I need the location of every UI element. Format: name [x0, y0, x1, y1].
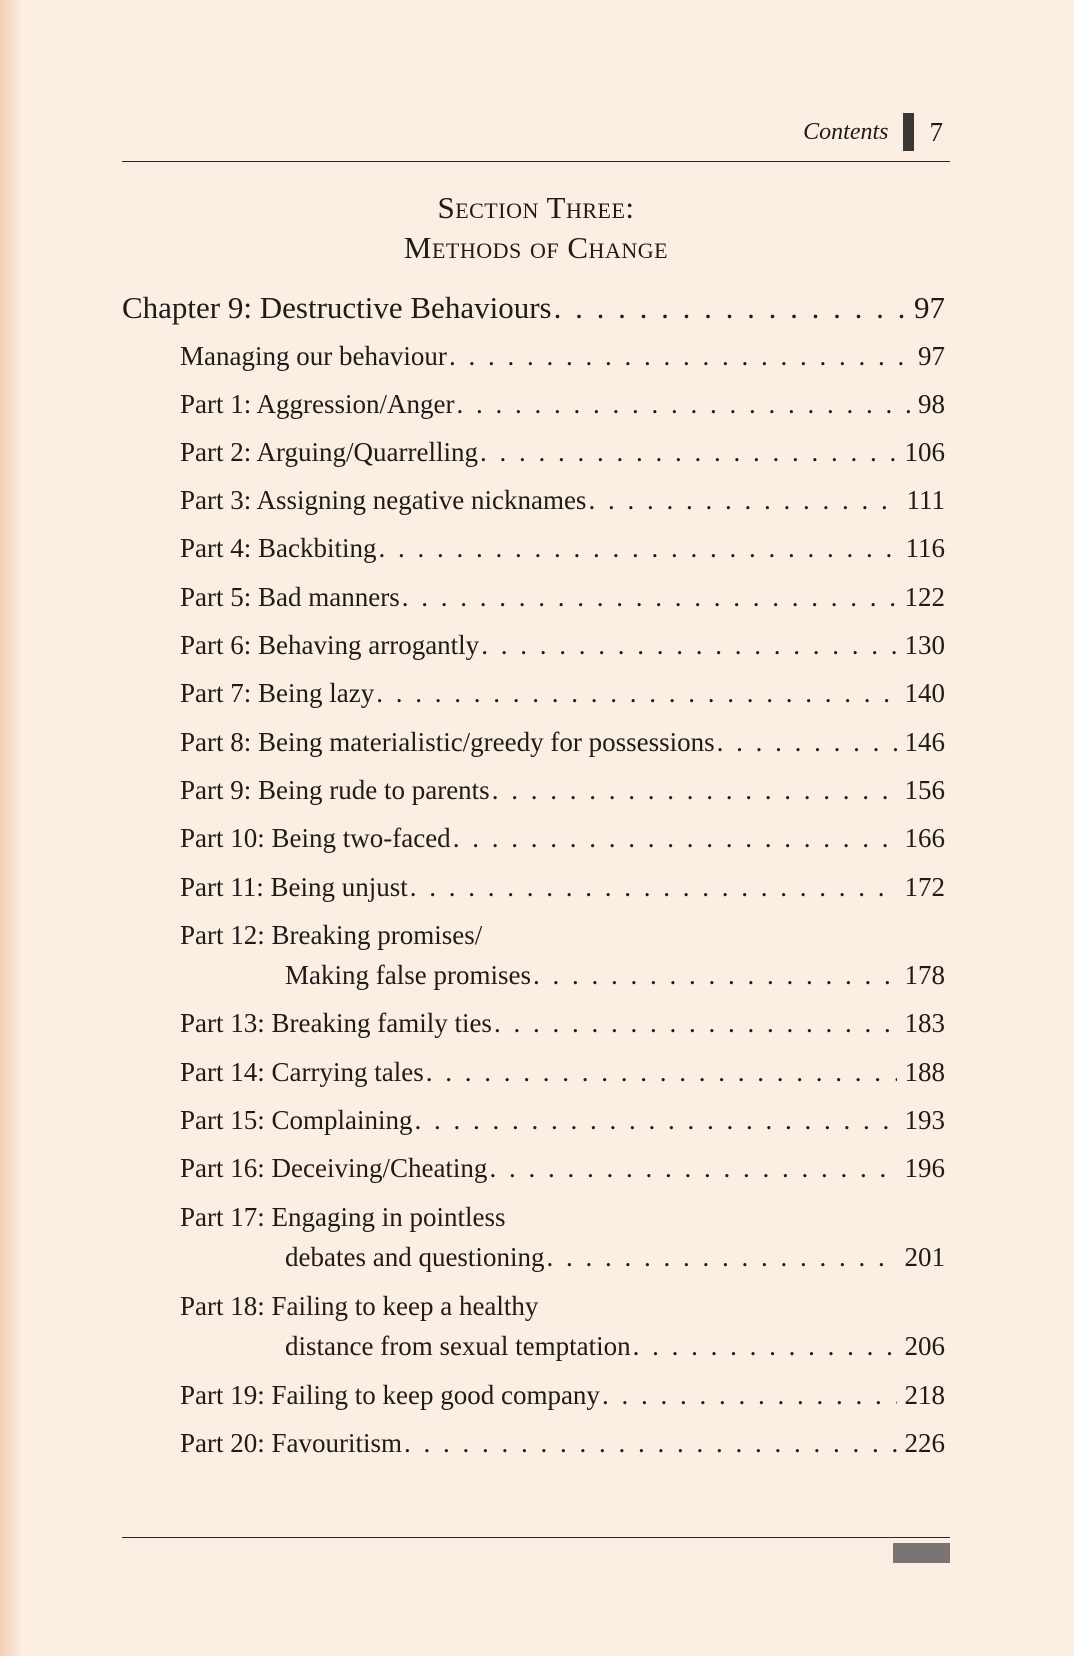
- toc-entry[interactable]: [180, 341, 945, 372]
- toc-entry[interactable]: [180, 872, 945, 903]
- toc-entry-first-line[interactable]: Part 17: Engaging in pointless: [180, 1202, 506, 1232]
- toc-entry-label: Part 1: Aggression/Anger: [180, 389, 455, 419]
- toc-entry-label: distance from sexual temptation: [285, 1331, 631, 1361]
- toc-entry[interactable]: [180, 727, 945, 758]
- toc-entry-label: Part 7: Being lazy: [180, 678, 375, 708]
- dot-leader: [546, 1242, 896, 1273]
- dot-leader: [633, 1331, 897, 1362]
- dot-leader: [456, 389, 910, 420]
- dot-leader: [489, 1153, 896, 1184]
- toc-entry-label: Part 5: Bad manners: [180, 582, 400, 612]
- toc-entry-page: 122: [904, 582, 945, 612]
- running-head-bar: [903, 113, 914, 151]
- toc-entry-label: Part 6: Behaving arrogantly: [180, 630, 480, 660]
- dot-leader: [378, 533, 897, 564]
- toc-entry-label: Part 15: Complaining: [180, 1105, 413, 1135]
- toc-entry-label: Part 8: Being materialistic/greedy for possessions: [180, 727, 715, 757]
- toc-entry-page: 111: [906, 485, 945, 515]
- dot-leader: [602, 1380, 897, 1411]
- footer-tab-mark: [893, 1543, 950, 1563]
- section-heading: [122, 188, 950, 268]
- page-edge: [0, 0, 22, 1656]
- toc-entry-label: Part 20: Favouritism: [180, 1428, 402, 1458]
- toc-entry-label: Part 2: Arguing/Quarrelling: [180, 437, 478, 467]
- toc-chapter-label: Chapter 9: Destructive Behaviours: [122, 290, 552, 325]
- toc-entry-page: 226: [904, 1428, 945, 1458]
- running-head: [803, 112, 943, 152]
- toc-entry-page: 201: [904, 1242, 945, 1272]
- dot-leader: [415, 1105, 897, 1136]
- toc-entry-page: 106: [904, 437, 945, 467]
- toc-entry-first-line[interactable]: Part 12: Breaking promises/: [180, 920, 483, 950]
- toc-entry-label: Part 4: Backbiting: [180, 533, 377, 563]
- toc-entry-page: 140: [904, 678, 945, 708]
- dot-leader: [717, 727, 897, 758]
- toc-entry-label: Part 11: Being unjust: [180, 872, 408, 902]
- dot-leader: [402, 582, 897, 613]
- dot-leader: [481, 630, 896, 661]
- footer-rule: [122, 1537, 950, 1538]
- toc-entry[interactable]: [180, 485, 945, 516]
- toc-entry[interactable]: [180, 533, 945, 564]
- dot-leader: [554, 290, 906, 326]
- toc-entry[interactable]: [180, 1105, 945, 1136]
- toc-entry[interactable]: [180, 1153, 945, 1184]
- toc-entry-page: 183: [904, 1008, 945, 1038]
- toc-entry-page: 97: [918, 341, 945, 371]
- toc-entry-page: 146: [904, 727, 945, 757]
- toc-entry-page: 166: [904, 823, 945, 853]
- toc-entry[interactable]: [180, 678, 945, 709]
- toc-entry-label: Making false promises: [285, 960, 531, 990]
- toc-entry[interactable]: [180, 823, 945, 854]
- dot-leader: [480, 437, 897, 468]
- toc-entry[interactable]: [180, 1008, 945, 1039]
- dot-leader: [449, 341, 910, 372]
- toc-entry-first-line[interactable]: Part 18: Failing to keep a healthy: [180, 1291, 539, 1321]
- page-number: 7: [929, 116, 943, 147]
- toc-chapter-page: 97: [914, 290, 945, 325]
- toc-entry[interactable]: [180, 1057, 945, 1088]
- dot-leader: [404, 1428, 897, 1459]
- dot-leader: [426, 1057, 897, 1088]
- toc-entry-page: 193: [904, 1105, 945, 1135]
- toc-entry-page: 156: [904, 775, 945, 805]
- toc-entry[interactable]: [180, 437, 945, 468]
- toc-entry-page: 178: [904, 960, 945, 990]
- running-head-title: Contents: [803, 118, 889, 145]
- toc-entry-page: 218: [904, 1380, 945, 1410]
- header-rule: [122, 161, 950, 162]
- section-heading-line1: Section Three:: [437, 190, 635, 225]
- toc-entry-page: 206: [904, 1331, 945, 1361]
- dot-leader: [492, 775, 897, 806]
- toc-entry-label: Part 9: Being rude to parents: [180, 775, 490, 805]
- toc-entry[interactable]: [285, 1242, 945, 1273]
- toc-entry-label: Part 3: Assigning negative nicknames: [180, 485, 587, 515]
- toc-entry-label: Managing our behaviour: [180, 341, 447, 371]
- dot-leader: [588, 485, 898, 516]
- dot-leader: [410, 872, 897, 903]
- toc-entry-label: Part 16: Deceiving/Cheating: [180, 1153, 488, 1183]
- toc-entry-label: Part 13: Breaking family ties: [180, 1008, 492, 1038]
- toc-entry-page: 188: [904, 1057, 945, 1087]
- dot-leader: [494, 1008, 897, 1039]
- toc-entry-label: Part 10: Being two-faced: [180, 823, 451, 853]
- toc-entry[interactable]: [285, 960, 945, 991]
- toc-entry-page: 196: [904, 1153, 945, 1183]
- toc-entry[interactable]: [180, 1380, 945, 1411]
- toc-entry-page: 130: [904, 630, 945, 660]
- toc-entry-label: debates and questioning: [285, 1242, 545, 1272]
- toc-chapter-entry[interactable]: [122, 290, 945, 326]
- toc-entry[interactable]: [180, 775, 945, 806]
- toc-entry-page: 98: [918, 389, 945, 419]
- toc-entry-page: 116: [905, 533, 945, 563]
- toc-entry-page: 172: [904, 872, 945, 902]
- toc-entry[interactable]: [180, 630, 945, 661]
- dot-leader: [453, 823, 897, 854]
- toc-entry[interactable]: [180, 1428, 945, 1459]
- toc-entry-label: Part 19: Failing to keep good company: [180, 1380, 600, 1410]
- toc-entry[interactable]: [180, 389, 945, 420]
- toc-entry[interactable]: [180, 582, 945, 613]
- toc-entry-label: Part 14: Carrying tales: [180, 1057, 424, 1087]
- section-heading-line2: Methods of Change: [403, 230, 669, 265]
- dot-leader: [376, 678, 896, 709]
- dot-leader: [533, 960, 897, 991]
- toc-entry[interactable]: [285, 1331, 945, 1362]
